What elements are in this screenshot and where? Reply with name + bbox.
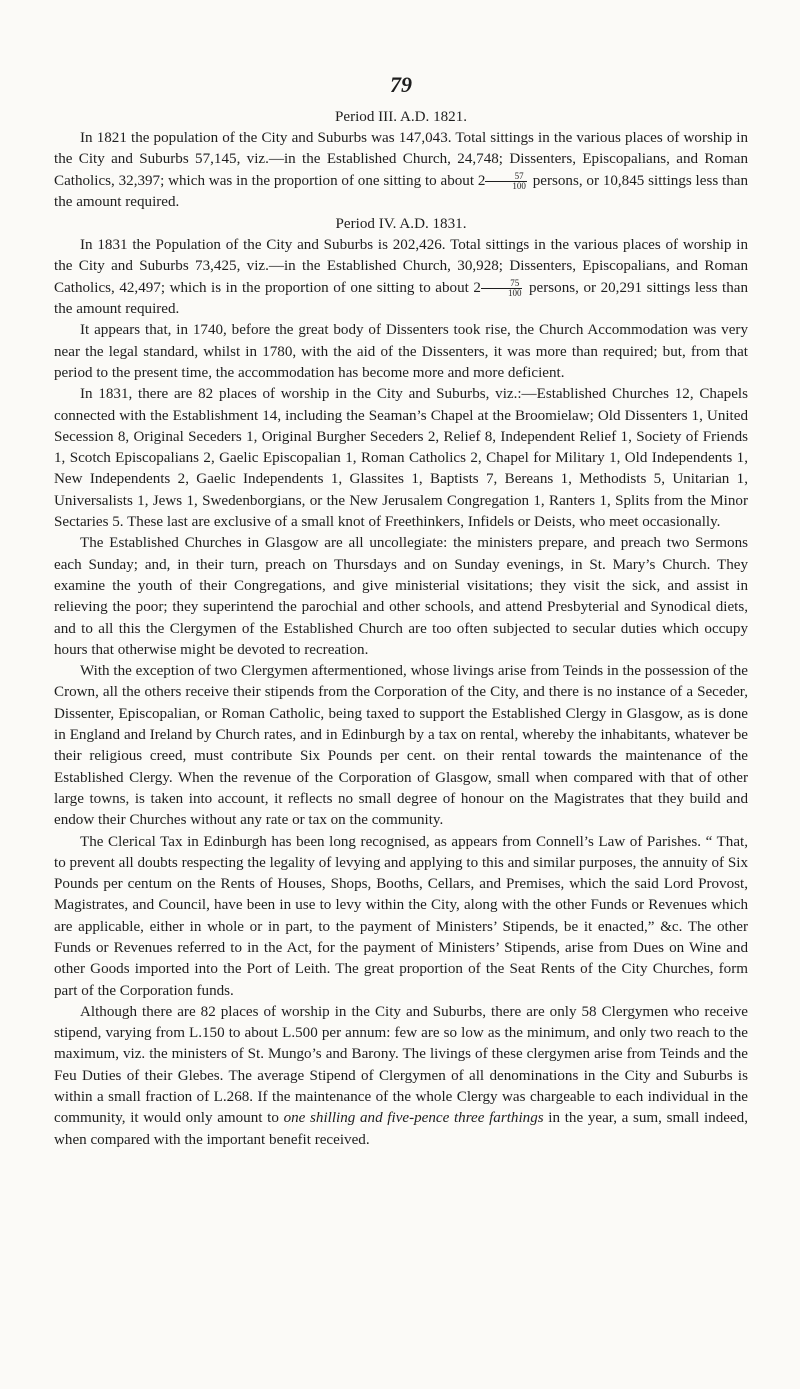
- period-3-text-a: In 1821 the population of the City and Suburbs was 147,043. Total sittings in the various places of worship in the City and Suburbs 57,145, viz.—in the Established Church, 24,748; Dissenters, Episcopalians, and Roman Catholics, 32,397; which was in the proportion of one sitting to about 2: [54, 130, 748, 189]
- period-3-paragraph: [54, 128, 748, 213]
- paragraph-clergymen-count: [54, 1002, 748, 1151]
- paragraph-accommodation: It appears that, in 1740, before the great body of Dissenters took rise, the Church Accommodation was very near the legal standard, whilst in 1780, with the aid of the Dissenters, it was more than required; but, from that period to the present time, the accommodation has become more and more deficient.: [54, 322, 748, 381]
- fraction-denominator: 100: [507, 287, 522, 298]
- fraction-denominator: 100: [512, 180, 526, 191]
- period-4-text-a: In 1831 the Population of the City and Suburbs is 202,426. Total sittings in the various places of worship in the City and Suburbs 73,425, viz.—in the Established Church, 30,928; Dissenters, Episcopalians, and Roman Catholics, 42,497; which is in the proportion of one sitting to about 2: [54, 237, 748, 296]
- paragraph-established-churches: The Established Churches in Glasgow are all uncollegiate: the ministers prepare, and preach two Sermons each Sunday; and, in their turn, preach on Thursdays and on Sunday evenings, in St. Mary’s Church. They examine the youth of their Congregations, and give ministerial visitations; they visit the sick, and assist in relieving the poor; they superintend the parochial and other schools, and attend Presbyterial and Synodical diets, and to all this the Clergymen of the Established Church are too often subjected to secular duties which occupy hours that otherwise might be devoted to recreation.: [54, 535, 748, 658]
- paragraph-stipends: With the exception of two Clergymen aftermentioned, whose livings arise from Teinds in the possession of the Crown, all the others receive their stipends from the Corporation of the City, and there is no instance of a Seceder, Dissenter, Episcopalian, or Roman Catholic, being taxed to support the Established Clergy in Glasgow, as is done in England and Ireland by Church rates, and in Edinburgh by a tax on rental, whereby the inhabitants, whatever be their religious creed, must contribute Six Pounds per cent. on their rental towards the maintenance of the Established Clergy. When the revenue of the Corporation of Glasgow, small when compared with that of other large towns, is taken into account, it reflects no small degree of honour on the Magistrates that they build and endow their Churches without any rate or tax on the community.: [54, 663, 748, 829]
- period-4-text-b: persons, or 20,291 sittings less than the amount required.: [54, 279, 748, 318]
- period-3-heading: Period III. A.D. 1821.: [334, 109, 468, 125]
- period-4-heading: Period IV. A.D. 1831.: [335, 216, 467, 233]
- fraction-numerator: 57: [485, 172, 527, 182]
- fraction-75-100: [481, 279, 523, 298]
- fraction-57-100: [485, 172, 527, 191]
- period-4-paragraph-population: [54, 235, 748, 320]
- paragraph-clerical-tax: The Clerical Tax in Edinburgh has been long recognised, as appears from Connell’s Law of Parishes. “ That, to prevent all doubts respecting the legality of levying and applying to this and similar purposes, the annuity of Six Pounds per centum on the Rents of Houses, Shops, Booths, Cellars, and Premises, which the said Lord Provost, Magistrates, and Council, have been in use to levy within the City, along with the other Funds or Revenues which are applicable, either in whole or in part, to the payment of Ministers’ Stipends, be it enacted,” &c. The other Funds or Revenues referred to in the Act, for the payment of Ministers’ Stipends, arise from Dues on Wine and other Goods imported into the Port of Leith. The great proportion of the Seat Rents of the City Churches, form part of the Corporation funds.: [54, 833, 748, 999]
- paragraph-places-of-worship: In 1831, there are 82 places of worship in the City and Suburbs, viz.:—Established Churches 12, Chapels connected with the Establishment 14, including the Seaman’s Chapel at the Broomielaw; Old Dissenters 1, United Secession 8, Original Seceders 1, Original Burgher Seceders 2, Relief 8, Independent Relief 1, Society of Friends 1, Scotch Episcopalians 2, Gaelic Episcopalian 1, Roman Catholics 2, Chapel for Military 1, Old Independents 1, New Independents 2, Gaelic Independents 1, Glassites 1, Baptists 7, Bereans 1, Methodists 5, Unitarian 1, Universalists 1, Jews 1, Swedenborgians, or the New Jerusalem Congregation 1, Ranters 1, Splits from the Minor Sectaries 5. These last are exclusive of a small knot of Freethinkers, Infidels or Deists, who meet occasionally.: [54, 386, 748, 531]
- clergy-text-a: Although there are 82 places of worship in the City and Suburbs, there are only 58 Clergymen who receive stipend, varying from L.150 to about L.500 per annum: few are so low as the minimum, and only two reach to the maximum, viz. the ministers of St. Mungo’s and Barony. The livings of these clergymen arise from Teinds and the Feu Duties of their Glebes. The average Stipend of Clergymen of all denominations in the City and Suburbs is within a small fraction of L.268. If the maintenance of the whole Clergy was chargeable to each individual in the community, it would only amount to: [54, 1003, 748, 1127]
- fraction-numerator: 75: [481, 279, 523, 289]
- clergy-text-b: in the year, a sum, small indeed, when compared with the important benefit received.: [54, 1110, 748, 1148]
- clergy-text-emphasis: one shilling and five-pence three farthings: [283, 1110, 544, 1127]
- page-number: 79: [390, 72, 412, 97]
- period-3-text-b: persons, or 10,845 sittings less than the amount required.: [54, 172, 748, 210]
